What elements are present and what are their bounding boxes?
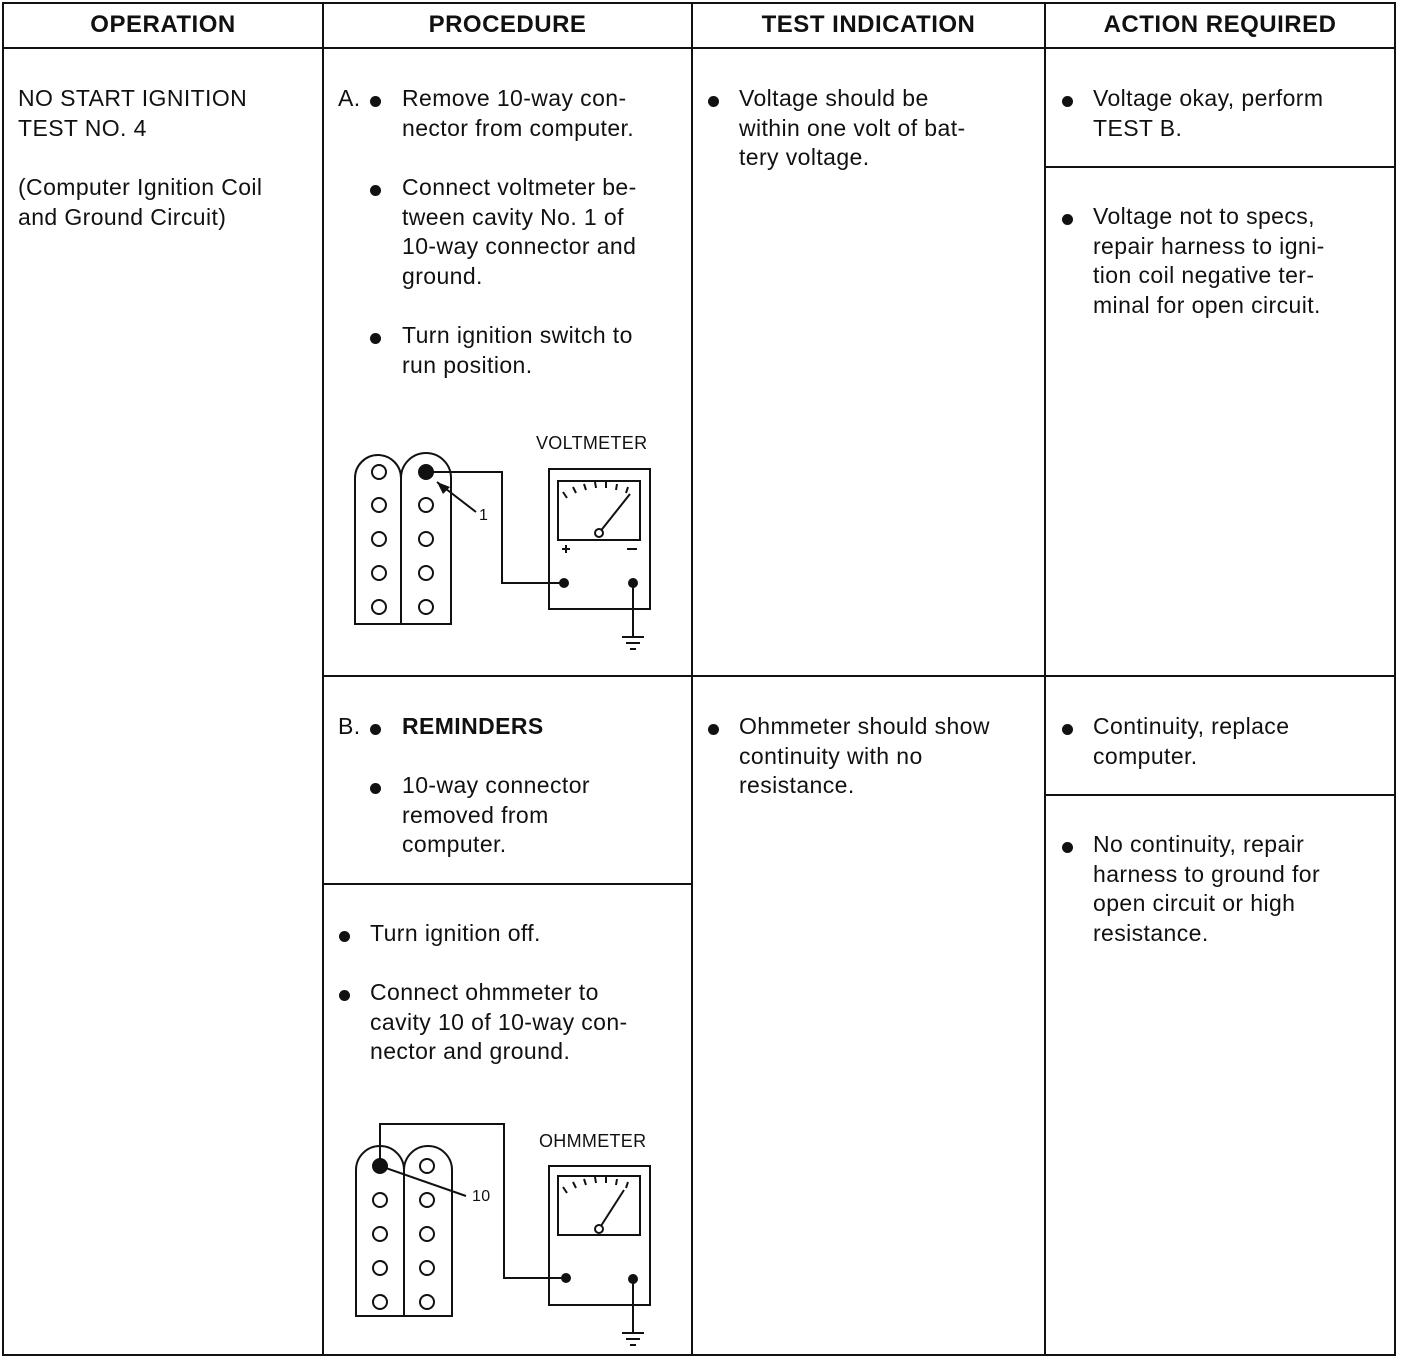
column-divider-2	[691, 2, 693, 1356]
text-line: No continuity, repair	[1093, 831, 1305, 857]
text-line: computer.	[402, 831, 507, 858]
column-divider-1	[322, 2, 324, 1356]
action-a-divider	[1044, 166, 1396, 168]
operation-title-line: TEST NO. 4	[18, 114, 147, 141]
text-line: run position.	[402, 351, 533, 378]
table-border-left	[2, 2, 4, 1356]
text-line: 10-way connector and	[402, 233, 637, 260]
operation-title-line: NO START IGNITION	[18, 85, 248, 111]
bullet-icon	[708, 724, 719, 735]
operation-subtitle	[18, 173, 262, 232]
text-line: Continuity, replace	[1093, 713, 1290, 739]
step-a-action-ok	[1093, 84, 1323, 143]
operation-subtitle-line: and Ground Circuit)	[18, 203, 227, 230]
reminders-divider	[322, 883, 693, 885]
text-line: Turn ignition switch to	[402, 322, 633, 348]
step-b-action-ok	[1093, 712, 1289, 771]
action-b-divider	[1044, 794, 1396, 796]
text-line: tery voltage.	[739, 144, 870, 171]
bullet-icon	[1062, 724, 1073, 735]
bullet-icon	[370, 724, 381, 735]
text-line: continuity with no	[739, 742, 923, 769]
text-line: removed from	[402, 801, 549, 828]
text-line: open circuit or high	[1093, 890, 1296, 917]
step-a-bullet-1	[402, 84, 634, 143]
bullet-icon	[339, 990, 350, 1001]
step-b-bullet-1	[370, 919, 541, 949]
step-a-marker: A.	[338, 85, 361, 111]
header-test-indication: TEST INDICATION	[761, 11, 976, 38]
bullet-icon	[1062, 96, 1073, 107]
bullet-icon	[1062, 214, 1073, 225]
bullet-icon	[370, 333, 381, 344]
step-a-bullet-2	[402, 173, 637, 292]
text-line: Voltage not to specs,	[1093, 203, 1315, 229]
text-line: Connect voltmeter be-	[402, 174, 637, 200]
header-divider	[2, 47, 1396, 49]
table-border-right	[1394, 2, 1396, 1356]
text-line: resistance.	[1093, 920, 1209, 947]
bullet-icon	[370, 185, 381, 196]
cavity-10-label: 10	[472, 1188, 491, 1205]
text-line: within one volt of bat-	[739, 114, 966, 141]
text-line: Turn ignition off.	[370, 920, 541, 946]
step-a-indication	[739, 84, 966, 173]
cavity-1-label: 1	[479, 507, 489, 524]
text-line: tween cavity No. 1 of	[402, 203, 624, 230]
text-line: minal for open circuit.	[1093, 292, 1321, 319]
row-divider-a-b	[322, 675, 1396, 677]
step-a-bullet-3	[402, 321, 633, 380]
text-line: Voltage should be	[739, 85, 929, 111]
step-b-bullet-2	[370, 978, 628, 1067]
header-procedure: PROCEDURE	[428, 11, 587, 38]
text-line: Voltage okay, perform	[1093, 85, 1324, 111]
step-b-action-not-ok	[1093, 830, 1320, 949]
reminders-title: REMINDERS	[402, 713, 544, 739]
bullet-icon	[370, 783, 381, 794]
text-line: resistance.	[739, 772, 855, 799]
step-b-indication	[739, 712, 990, 801]
text-line: nector from computer.	[402, 114, 635, 141]
bullet-icon	[1062, 842, 1073, 853]
text-line: 10-way connector	[402, 772, 590, 798]
text-line: tion coil negative ter-	[1093, 262, 1315, 289]
text-line: cavity 10 of 10-way con-	[370, 1008, 628, 1035]
text-line: Connect ohmmeter to	[370, 979, 599, 1005]
operation-title	[18, 84, 247, 143]
bullet-icon	[339, 931, 350, 942]
table-border-bottom	[2, 1354, 1396, 1356]
bullet-icon	[708, 96, 719, 107]
header-operation: OPERATION	[90, 11, 236, 38]
text-line: Remove 10-way con-	[402, 85, 627, 111]
voltmeter-label: VOLTMETER	[536, 433, 648, 453]
text-line: ground.	[402, 263, 483, 290]
text-line: Ohmmeter should show	[739, 713, 990, 739]
text-line: computer.	[1093, 742, 1198, 769]
text-line: TEST B.	[1093, 114, 1183, 141]
text-line: repair harness to igni-	[1093, 232, 1325, 259]
step-a-action-not-ok	[1093, 202, 1325, 321]
column-divider-3	[1044, 2, 1046, 1356]
reminder-item	[402, 771, 590, 860]
operation-subtitle-line: (Computer Ignition Coil	[18, 174, 263, 200]
text-line: harness to ground for	[1093, 860, 1321, 887]
ohmmeter-label: OHMMETER	[539, 1131, 647, 1151]
bullet-icon	[370, 96, 381, 107]
text-line: nector and ground.	[370, 1038, 571, 1065]
step-b-marker: B.	[338, 713, 361, 739]
header-action-required: ACTION REQUIRED	[1103, 11, 1337, 38]
